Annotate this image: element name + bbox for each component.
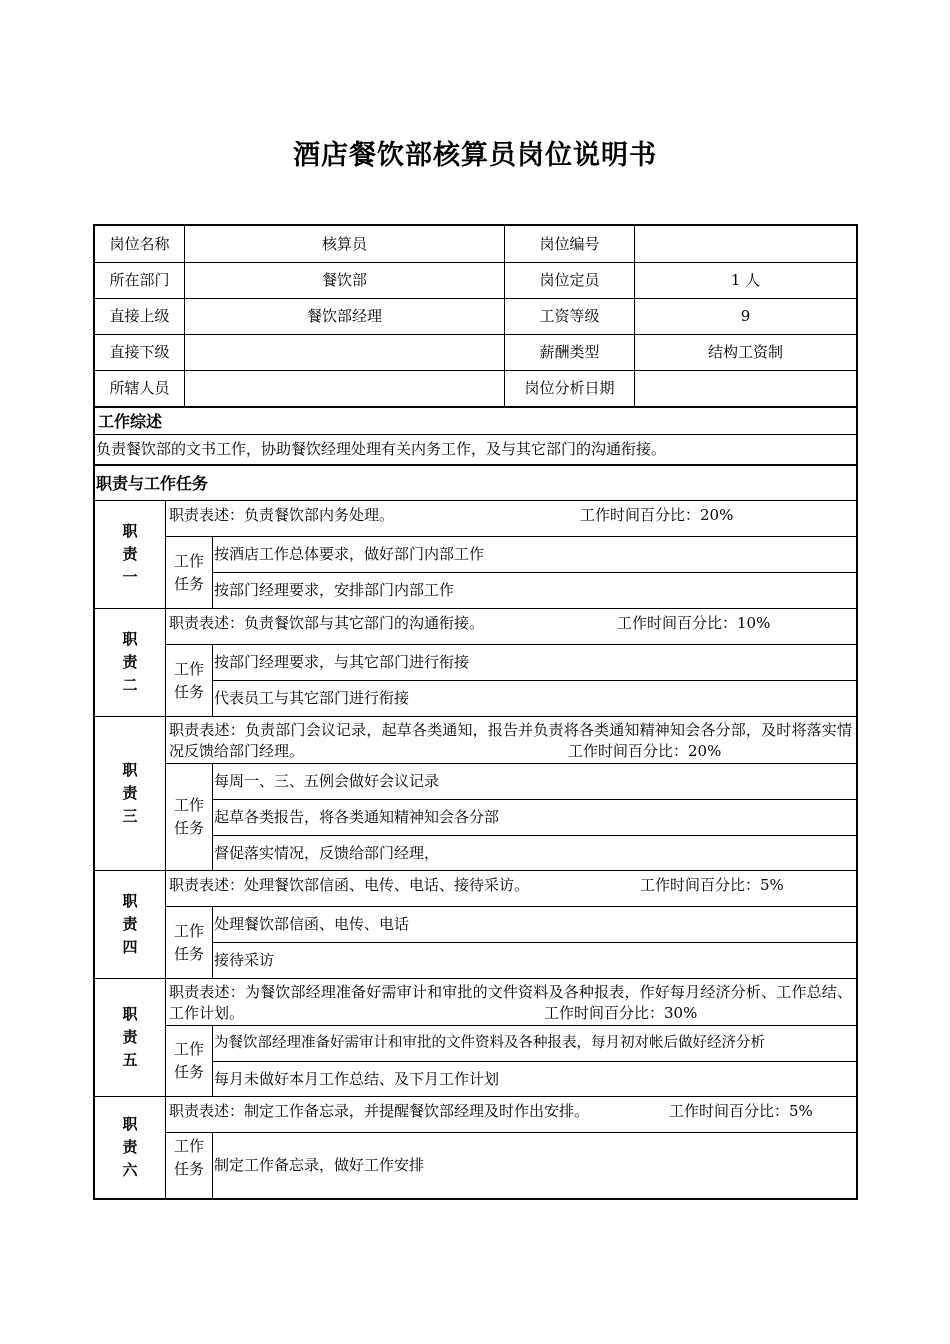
duty-1-task-label: 工作 任务: [173, 551, 204, 593]
label-position-name: 岗位名称: [109, 234, 170, 253]
label-direct-superior: 直接上级: [109, 306, 170, 325]
duty-6-label: 职 责 六: [122, 1115, 138, 1179]
value-direct-subordinate: [185, 334, 504, 370]
value-position-name: 核算员: [321, 234, 367, 253]
value-headcount: 1 人: [730, 270, 761, 289]
duty-4-desc-text: 职责表述：处理餐饮部信函、电传、电话、接待采访。: [169, 876, 530, 894]
duty-3-task-3: 督促落实情况，反馈给部门经理，: [214, 843, 440, 862]
summary-text: 负责餐饮部的文书工作，协助餐饮经理处理有关内务工作，及与其它部门的沟通衔接。: [96, 440, 667, 458]
duty-2-task-2: 代表员工与其它部门进行衔接: [214, 689, 410, 707]
job-description-table: [93, 224, 858, 1200]
duty-6-task-label: 工作 任务: [173, 1137, 204, 1178]
duty-4-time-percent: 工作时间百分比：5%: [640, 876, 784, 894]
summary-heading: 工作综述: [98, 411, 163, 431]
value-position-code: [635, 226, 856, 262]
duty-1-desc-text: 职责表述：负责餐饮部内务处理。: [169, 506, 395, 524]
duty-3-task-1: 每周一、三、五例会做好会议记录: [214, 772, 440, 790]
duty-3-task-2: 起草各类报告，将各类通知精神知会各分部: [214, 808, 500, 826]
duty-5-description: [166, 979, 856, 1025]
duty-1-time-percent: 工作时间百分比：20%: [580, 506, 734, 524]
label-salary-grade: 工资等级: [539, 306, 600, 325]
duty-2-task-label: 工作 任务: [173, 659, 204, 701]
duty-4-label: 职 责 四: [122, 892, 138, 956]
duty-6-desc-text: 职责表述：制定工作备忘录，并提醒餐饮部经理及时作出安排。: [169, 1102, 590, 1120]
duty-3-time-percent: 工作时间百分比：20%: [568, 742, 722, 760]
duty-2-time-percent: 工作时间百分比：10%: [617, 614, 771, 632]
page-title: 酒店餐饮部核算员岗位说明书: [293, 140, 657, 171]
duty-2-task-1: 按部门经理要求，与其它部门进行衔接: [214, 653, 470, 671]
label-direct-subordinate: 直接下级: [109, 342, 170, 361]
duty-3-label: 职 责 三: [122, 761, 138, 825]
label-position-code: 岗位编号: [539, 234, 600, 253]
duties-heading: 职责与工作任务: [96, 473, 209, 493]
duty-1-label: 职 责 一: [122, 522, 138, 586]
value-staff-under: [185, 370, 504, 406]
duty-1-task-2: 按部门经理要求，安排部门内部工作: [214, 581, 455, 599]
value-department: 餐饮部: [321, 270, 367, 289]
value-direct-superior: 餐饮部经理: [306, 306, 382, 325]
label-department: 所在部门: [109, 270, 170, 289]
duty-2-description: [166, 609, 856, 644]
duty-5-label: 职 责 五: [122, 1005, 138, 1069]
duty-2-desc-text: 职责表述：负责餐饮部与其它部门的沟通衔接。: [169, 614, 485, 632]
duty-5-time-percent: 工作时间百分比：30%: [544, 1004, 698, 1022]
label-staff-under: 所辖人员: [109, 378, 170, 397]
duty-3-description: [166, 717, 856, 763]
duty-4-task-2: 接待采访: [214, 951, 275, 969]
duty-1-description: [166, 501, 856, 536]
duty-1-task-1: 按酒店工作总体要求，做好部门内部工作: [214, 545, 485, 563]
label-analysis-date: 岗位分析日期: [524, 378, 615, 397]
duty-4-task-1: 处理餐饮部信函、电传、电话: [214, 915, 410, 933]
duty-4-task-label: 工作 任务: [173, 921, 204, 963]
duty-5-task-1: 为餐饮部经理准备好需审计和审批的文件资料及各种报表，每月初对帐后做好经济分析: [214, 1035, 765, 1051]
duty-6-task-1: 制定工作备忘录，做好工作安排: [214, 1156, 425, 1174]
duty-5-desc-text: 职责表述：为餐饮部经理准备好需审计和审批的文件资料及各种报表，作好每月经济分析、工作总结、工作计划。: [169, 983, 852, 1022]
duty-5-task-2: 每月未做好本月工作总结、及下月工作计划: [214, 1069, 500, 1088]
duty-4-description: [166, 871, 856, 906]
duty-6-time-percent: 工作时间百分比：5%: [669, 1102, 813, 1120]
value-pay-type: 结构工资制: [707, 342, 783, 361]
duty-3-desc-text: 职责表述：负责部门会议记录，起草各类通知，报告并负责将各类通知精神知会各分部，及时将落实情况反馈给部门经理。: [169, 721, 852, 760]
label-headcount: 岗位定员: [539, 270, 600, 289]
duty-3-task-label: 工作 任务: [173, 796, 204, 837]
duty-5-task-label: 工作 任务: [173, 1040, 204, 1081]
label-pay-type: 薪酬类型: [539, 342, 600, 361]
value-salary-grade: 9: [740, 306, 751, 325]
value-analysis-date: [635, 370, 856, 406]
duty-6-description: [166, 1097, 856, 1132]
duty-2-label: 职 责 二: [122, 630, 138, 694]
